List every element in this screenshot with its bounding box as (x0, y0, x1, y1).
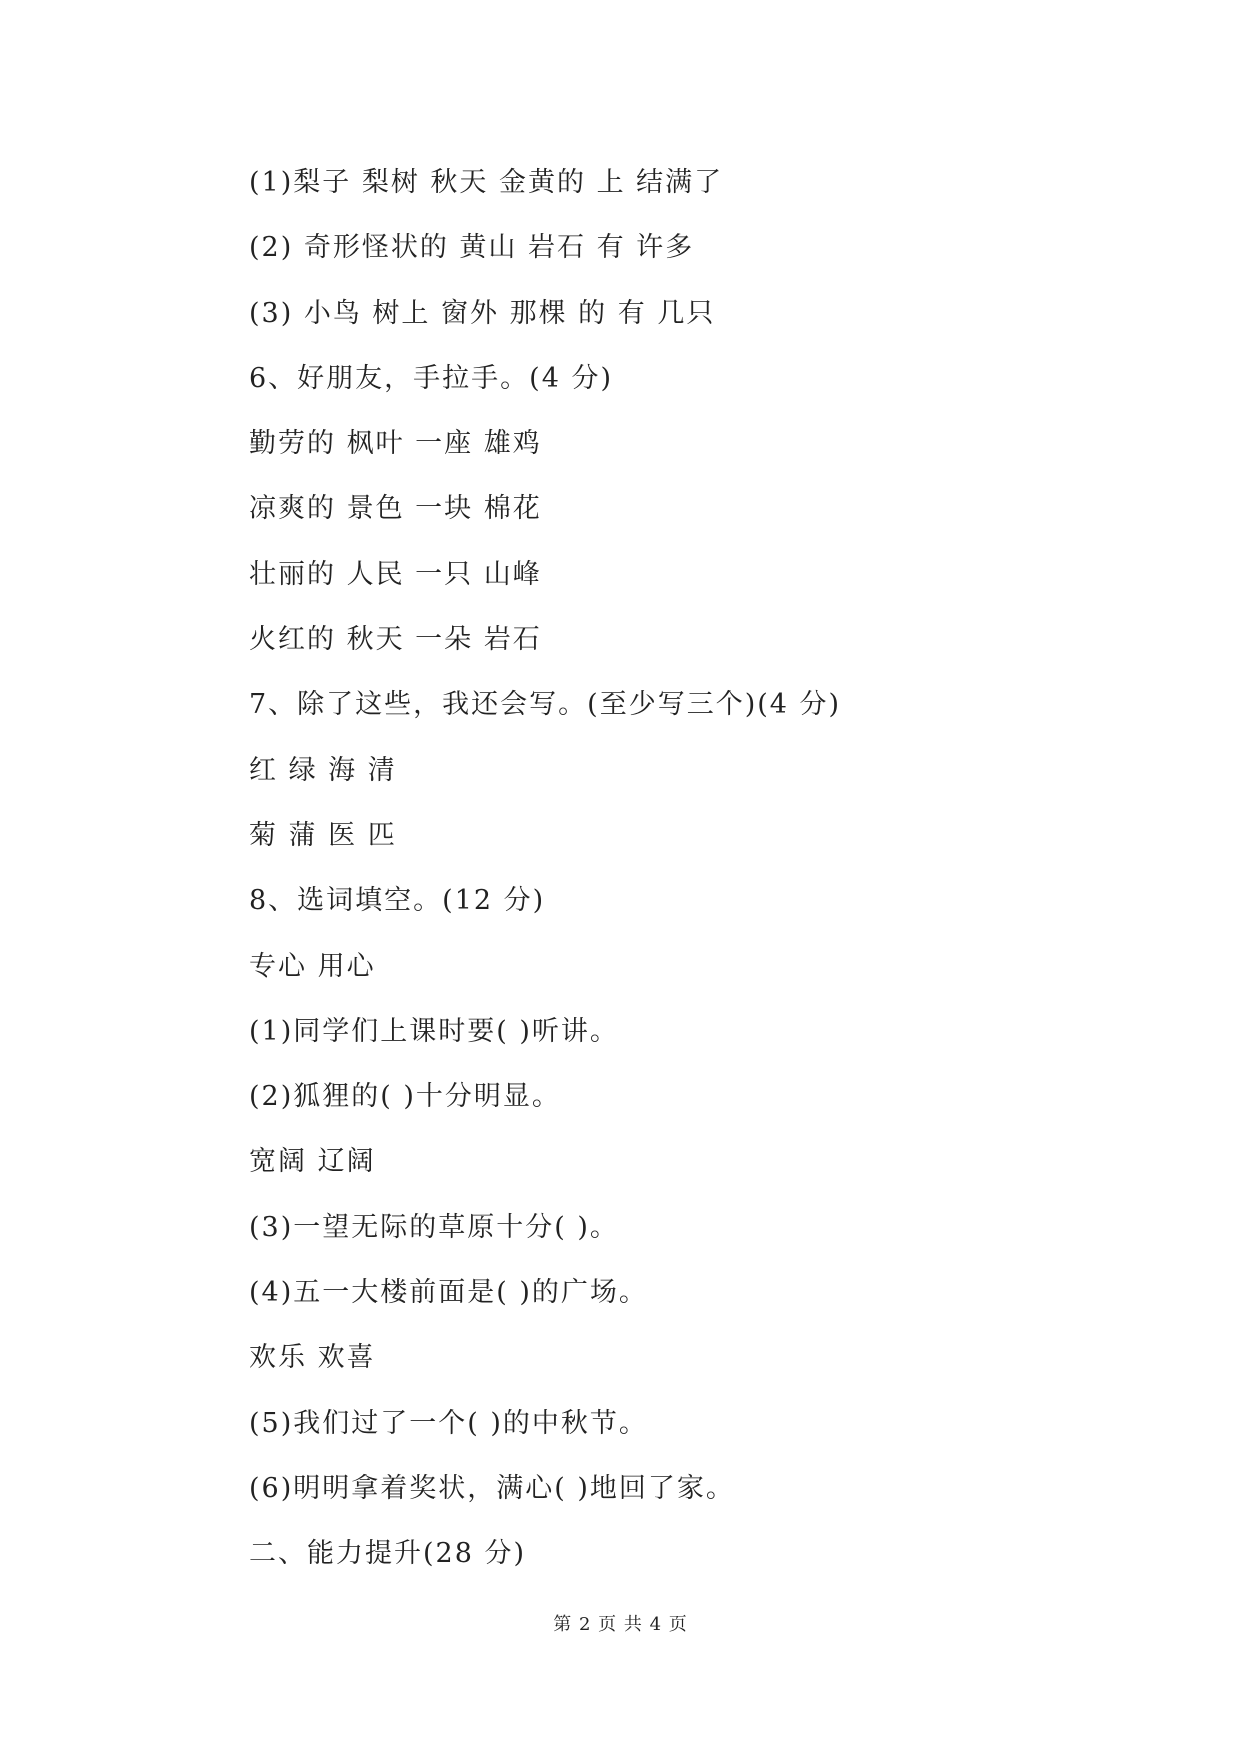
document-body (249, 150, 1149, 1587)
word-match-row-3: 壮丽的 人民 一只 山峰 (249, 558, 542, 590)
fill-blank-item-3: (3)一望无际的草原十分( )。 (249, 1211, 619, 1243)
fill-blank-item-4: (4)五一大楼前面是( )的广场。 (249, 1277, 648, 1309)
section-2-heading: 二、能力提升(28 分) (249, 1538, 527, 1570)
word-match-row-4: 火红的 秋天 一朵 岩石 (249, 624, 542, 656)
fill-blank-item-1: (1)同学们上课时要( )听讲。 (249, 1015, 619, 1047)
sentence-order-item-2: (2) 奇形怪状的 黄山 岩石 有 许多 (249, 232, 695, 264)
word-match-row-2: 凉爽的 景色 一块 棉花 (249, 493, 542, 525)
question-6-heading: 6、好朋友，手拉手。(4 分) (249, 362, 614, 394)
question-7-heading: 7、除了这些，我还会写。(至少写三个)(4 分) (249, 689, 842, 721)
question-8-heading: 8、选词填空。(12 分) (249, 885, 546, 917)
sentence-order-item-1: (1)梨子 梨树 秋天 金黄的 上 结满了 (249, 167, 724, 198)
word-match-row-1: 勤劳的 枫叶 一座 雄鸡 (249, 428, 542, 460)
fill-blank-item-2: (2)狐狸的( )十分明显。 (249, 1081, 561, 1113)
fill-blank-item-6: (6)明明拿着奖状，满心( )地回了家。 (249, 1472, 735, 1504)
word-choice-group-2: 宽阔 辽阔 (249, 1146, 376, 1178)
word-choice-group-3: 欢乐 欢喜 (249, 1342, 376, 1374)
character-row-1: 红 绿 海 清 (249, 754, 397, 786)
sentence-order-item-3: (3) 小鸟 树上 窗外 那棵 的 有 几只 (249, 297, 716, 329)
fill-blank-item-5: (5)我们过了一个( )的中秋节。 (249, 1407, 648, 1439)
character-row-2: 菊 蒲 医 匹 (249, 819, 397, 851)
page-number-footer: 第 2 页 共 4 页 (553, 1614, 688, 1635)
word-choice-group-1: 专心 用心 (249, 950, 376, 982)
